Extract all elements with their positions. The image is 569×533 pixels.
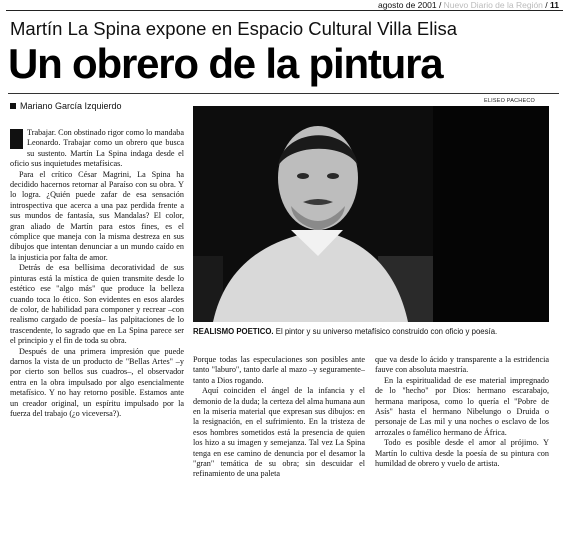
article-paragraph: que va desde lo ácido y transparente a la estridencia fauve con absoluta maestría. [375, 355, 549, 375]
dropcap-block [10, 129, 23, 149]
article-paragraph: Aquí coinciden el ángel de la infancia y el demonio de la duda; la certeza del alma humana aun en la miseria material que expresan sus dibujos: en la resignación, en el sufrimiento. En la tristeza de esos hombres sometidos está la presencia de quien los hizo a su imagen y semejanza. Tal vez La Spina tenga en ese camino de denuncia por el desamor la "gran" temática de su obra; sin descuidar el refinamiento de una paleta [193, 386, 365, 479]
article-paragraph: Trabajar. Con obstinado rigor como lo mandaba Leonardo. Trabajar como un obrero que busca su sustento. Martín La Spina indaga desde el oficio sus inquietudes metafísicas. [10, 128, 184, 169]
article-paragraph: Después de una primera impresión que puede darnos la vista de un producto de "Bellas Artes" –y por cierto son bellos sus cuadros–, el observador entra en la obra impulsado por algo esencialmente metafísico. Y no hay retorno posible. Estamos ante un creador original, un espíritu impulsado por la fuerza del trabajo (¿o viceversa?). [10, 346, 184, 418]
portrait-illustration [193, 106, 549, 322]
issue-date: agosto de 2001 [377, 0, 437, 10]
caption-lead: REALISMO POETICO. [193, 327, 274, 336]
author-name: Mariano García Izquierdo [20, 101, 122, 111]
article-headline: Un obrero de la pintura [8, 40, 443, 87]
article-kicker: Martín La Spina expone en Espacio Cultural Villa Elisa [10, 18, 457, 39]
photo-caption [193, 327, 549, 337]
article-column-1 [10, 128, 184, 419]
article-byline [10, 101, 122, 112]
article-paragraph: Para el crítico César Magrini, La Spina ha decidido hacernos retornar al Paraíso con su obra. Y lo logra. ¿Quién puede zafar de esa sensación introspectiva que acerca a una paz perdida frente a sus mundos de fantasía, sus Mandalas? El color, gran aliado de Martín para estos fines, es el cómplice que maneja con la misma destreza en sus dibujos que intentan denunciar a un mundo caído en la injusticia por falta de amor. [10, 169, 184, 262]
byline-square-icon [10, 103, 16, 109]
artist-portrait-photo [193, 106, 549, 322]
article-paragraph: Porque todas las especulaciones son posibles ante tanto "laburo", tanto darle al mazo –y seguramente– tanto a Dios rogando. [193, 355, 365, 385]
article-paragraph: En la espiritualidad de ese material impregnado de lo "hecho" por Dios: hermano escarabajo, hermana mariposa, como lo quería el "Pobre de Asís" hasta el hermano Nibelungo o Druida o personaje de Las mil y una noches o esclavo de los arrozales o famélico hermano de África. [375, 375, 549, 437]
page-header [0, 0, 569, 12]
headline-rule [8, 93, 559, 94]
publication-name: Nuevo Diario de la Región [443, 0, 543, 10]
caption-text: El pintor y su universo metafísico construido con oficio y poesía. [273, 327, 498, 336]
article-column-3 [375, 355, 549, 469]
page-number: 11 [550, 0, 559, 10]
header-rule [6, 10, 563, 11]
article-paragraph: Todo es posible desde el amor al prójimo. Y Martín lo cultiva desde la poesía de su pintura con humildad de obrero y vuelo de artista. [375, 438, 549, 469]
article-paragraph: Detrás de esa bellísima decoratividad de sus pinturas está la mística de quien transmite desde lo estético ese "algo más" que produce la belleza cuando toca lo ético. Son evidentes en esos alardes de color, de habilidad para componer y recrear –con realismo cargado de poesía– las palpitaciones de lo trascendente, lo sagrado que en La Spina parece ser el principio y el fin de toda su obra. [10, 263, 184, 346]
page-folio: agosto de 2001 / Nuevo Diario de la Región / 11 [377, 0, 559, 10]
photo-credit: ELISEO PACHECO [484, 98, 535, 104]
article-column-2 [193, 355, 365, 480]
